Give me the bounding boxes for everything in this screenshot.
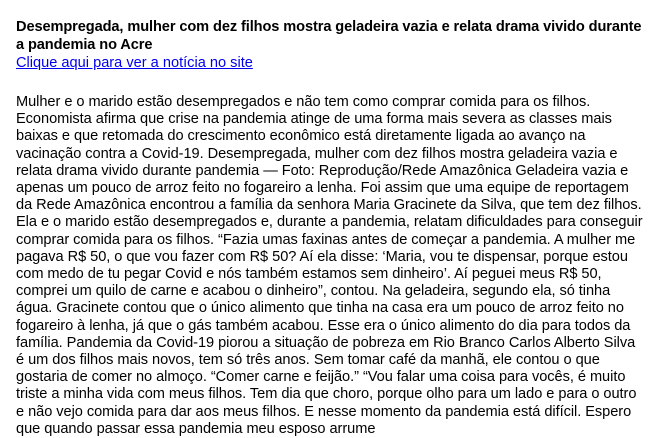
article-page bbox=[16, 18, 646, 437]
view-news-link[interactable]: Clique aqui para ver a notícia no site bbox=[16, 55, 253, 71]
article-body: Mulher e o marido estão desempregados e não tem como comprar comida para os filhos. Economista afirma que crise na pandemia atinge de uma forma mais severa as classes mais baixas e que retomada do crescimento econômico está diretamente ligada ao avanço na vacinação contra a Covid-19. Desempregada, mulher com dez filhos mostra geladeira vazia e relata drama vivido durante pandemia — Foto: Reprodução/Rede Amazônica Geladeira vazia e apenas um pouco de arroz feito no fogareiro a lenha. Foi assim que uma equipe de reportagem da Rede Amazônica encontrou a família da senhora Maria Gracinete da Silva, que tem dez filhos. Ela e o marido estão desempregados e, durante a pandemia, relatam dificuldades para conseguir comprar comida para os filhos. “Fazia umas faxinas antes de começar a pandemia. A mulher me pagava R$ 50, o que vou fazer com R$ 50? Aí ela disse: ‘Maria, vou te dispensar, porque estou com medo de tu pegar Covid e nós também estamos sem dinheiro’. Aí peguei meus R$ 50, comprei um quilo de carne e acabou o dinheiro”, contou. Na geladeira, segundo ela, só tinha água. Gracinete contou que o único alimento que tinha na casa era um pouco de arroz feito no fogareiro à lenha, já que o gás também acabou. Esse era o único alimento do dia para todos da família. Pandemia da Covid-19 piorou a situação de pobreza em Rio Branco Carlos Alberto Silva é um dos filhos mais novos, tem só três anos. Sem tomar café da manhã, ele contou o que gostaria de comer no almoço. “Comer carne e feijão.” “Vou falar uma coisa para vocês, é muito triste a minha vida com meus filhos. Tem dia que choro, porque olho para um lado e para o outro e não vejo comida para dar aos meus filhos. E nesse momento da pandemia está difícil. Espero que quando passar essa pandemia meu esposo arrume bbox=[16, 94, 643, 437]
article-headline: Desempregada, mulher com dez filhos mostra geladeira vazia e relata drama vivido durante a pandemia no Acre bbox=[16, 19, 642, 53]
